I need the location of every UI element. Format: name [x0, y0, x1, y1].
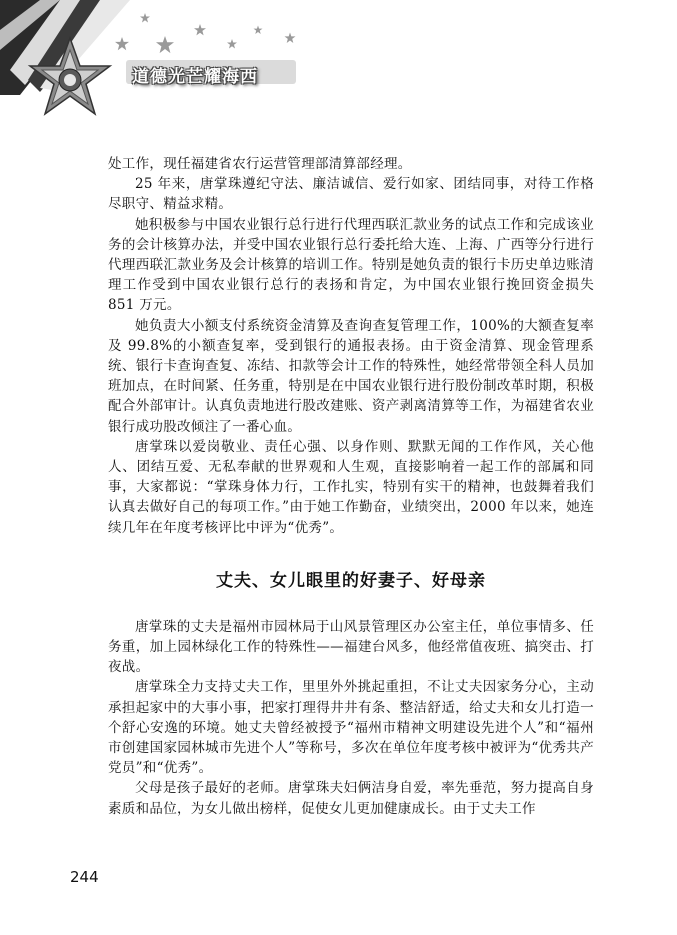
- paragraph: 父母是孩子最好的老师。唐掌珠夫妇俩洁身自爱，率先垂范，努力提高自身素质和品位，为女儿做出榜样，促使女儿更加健康成长。由于丈夫工作: [108, 780, 594, 817]
- header-title: 道德光芒耀海西: [132, 67, 258, 87]
- paragraph: 唐掌珠的丈夫是福州市园林局于山风景管理区办公室主任，单位事情多、任务重，加上园林绿化工作的特殊性——福建台风多，他经常值夜班、搞突击、打夜战。: [108, 618, 594, 676]
- section-title: 丈夫、女儿眼里的好妻子、好母亲: [216, 570, 486, 591]
- paragraph: 她负责大小额支付系统资金清算及查询查复管理工作，100%的大额查复率及 99.8%的小额查复率，受到银行的通报表扬。由于资金清算、现金管理系统、银行卡查询查复、冻结、扣款等会计工作的特殊性，她经常带领全科人员加班加点，在时间紧、任务重，特别是在中国农业银行进行股份制改革时期，积极配合外部审计。认真负责地进行股改建账、资产剥离清算等工作，为福建省农业银行成功股改倾注了一番心血。: [108, 317, 594, 435]
- paragraph: 25 年来，唐掌珠遵纪守法、廉洁诚信、爱行如家、团结同事，对待工作格尽职守、精益求精。: [108, 176, 594, 213]
- paragraph: 她积极参与中国农业银行总行进行代理西联汇款业务的试点工作和完成该业务的会计核算办法，并受中国农业银行总行委托给大连、上海、广西等分行进行代理西联汇款业务及会计核算的培训工作。特别是她负责的银行卡历史单边账清理工作受到中国农业银行总行的表扬和肯定，为中国农业银行挽回资金损失 851 万元。: [108, 216, 594, 314]
- star-icons: [115, 13, 296, 53]
- paragraph: 处工作，现任福建省农行运营管理部清算部经理。: [108, 156, 412, 172]
- article-body: [108, 154, 594, 819]
- paragraph: 唐掌珠全力支持丈夫工作，里里外外挑起重担，不让丈夫因家务分心，主动承担起家中的大事小事，把家打理得井井有条、整洁舒适，给丈夫和女儿打造一个舒心安逸的环境。她丈夫曾经被授予“福州市精神文明建设先进个人”和“福州市创建国家园林城市先进个人”等称号，多次在单位年度考核中被评为“优秀共产党员”和“优秀”。: [108, 679, 594, 777]
- paragraph: 唐掌珠以爱岗敬业、责任心强、以身作则、默默无闻的工作作风，关心他人、团结互爱、无私奉献的世界观和人生观，直接影响着一起工作的部属和同事，大家都说：“掌珠身体力行，工作扎实，特别有实干的精神，也鼓舞着我们认真去做好自己的每项工作。”由于她工作勤奋，业绩突出，2000 年以来，她连续几年在年度考核评比中评为“优秀”。: [108, 438, 594, 536]
- page-number: 244: [70, 868, 99, 886]
